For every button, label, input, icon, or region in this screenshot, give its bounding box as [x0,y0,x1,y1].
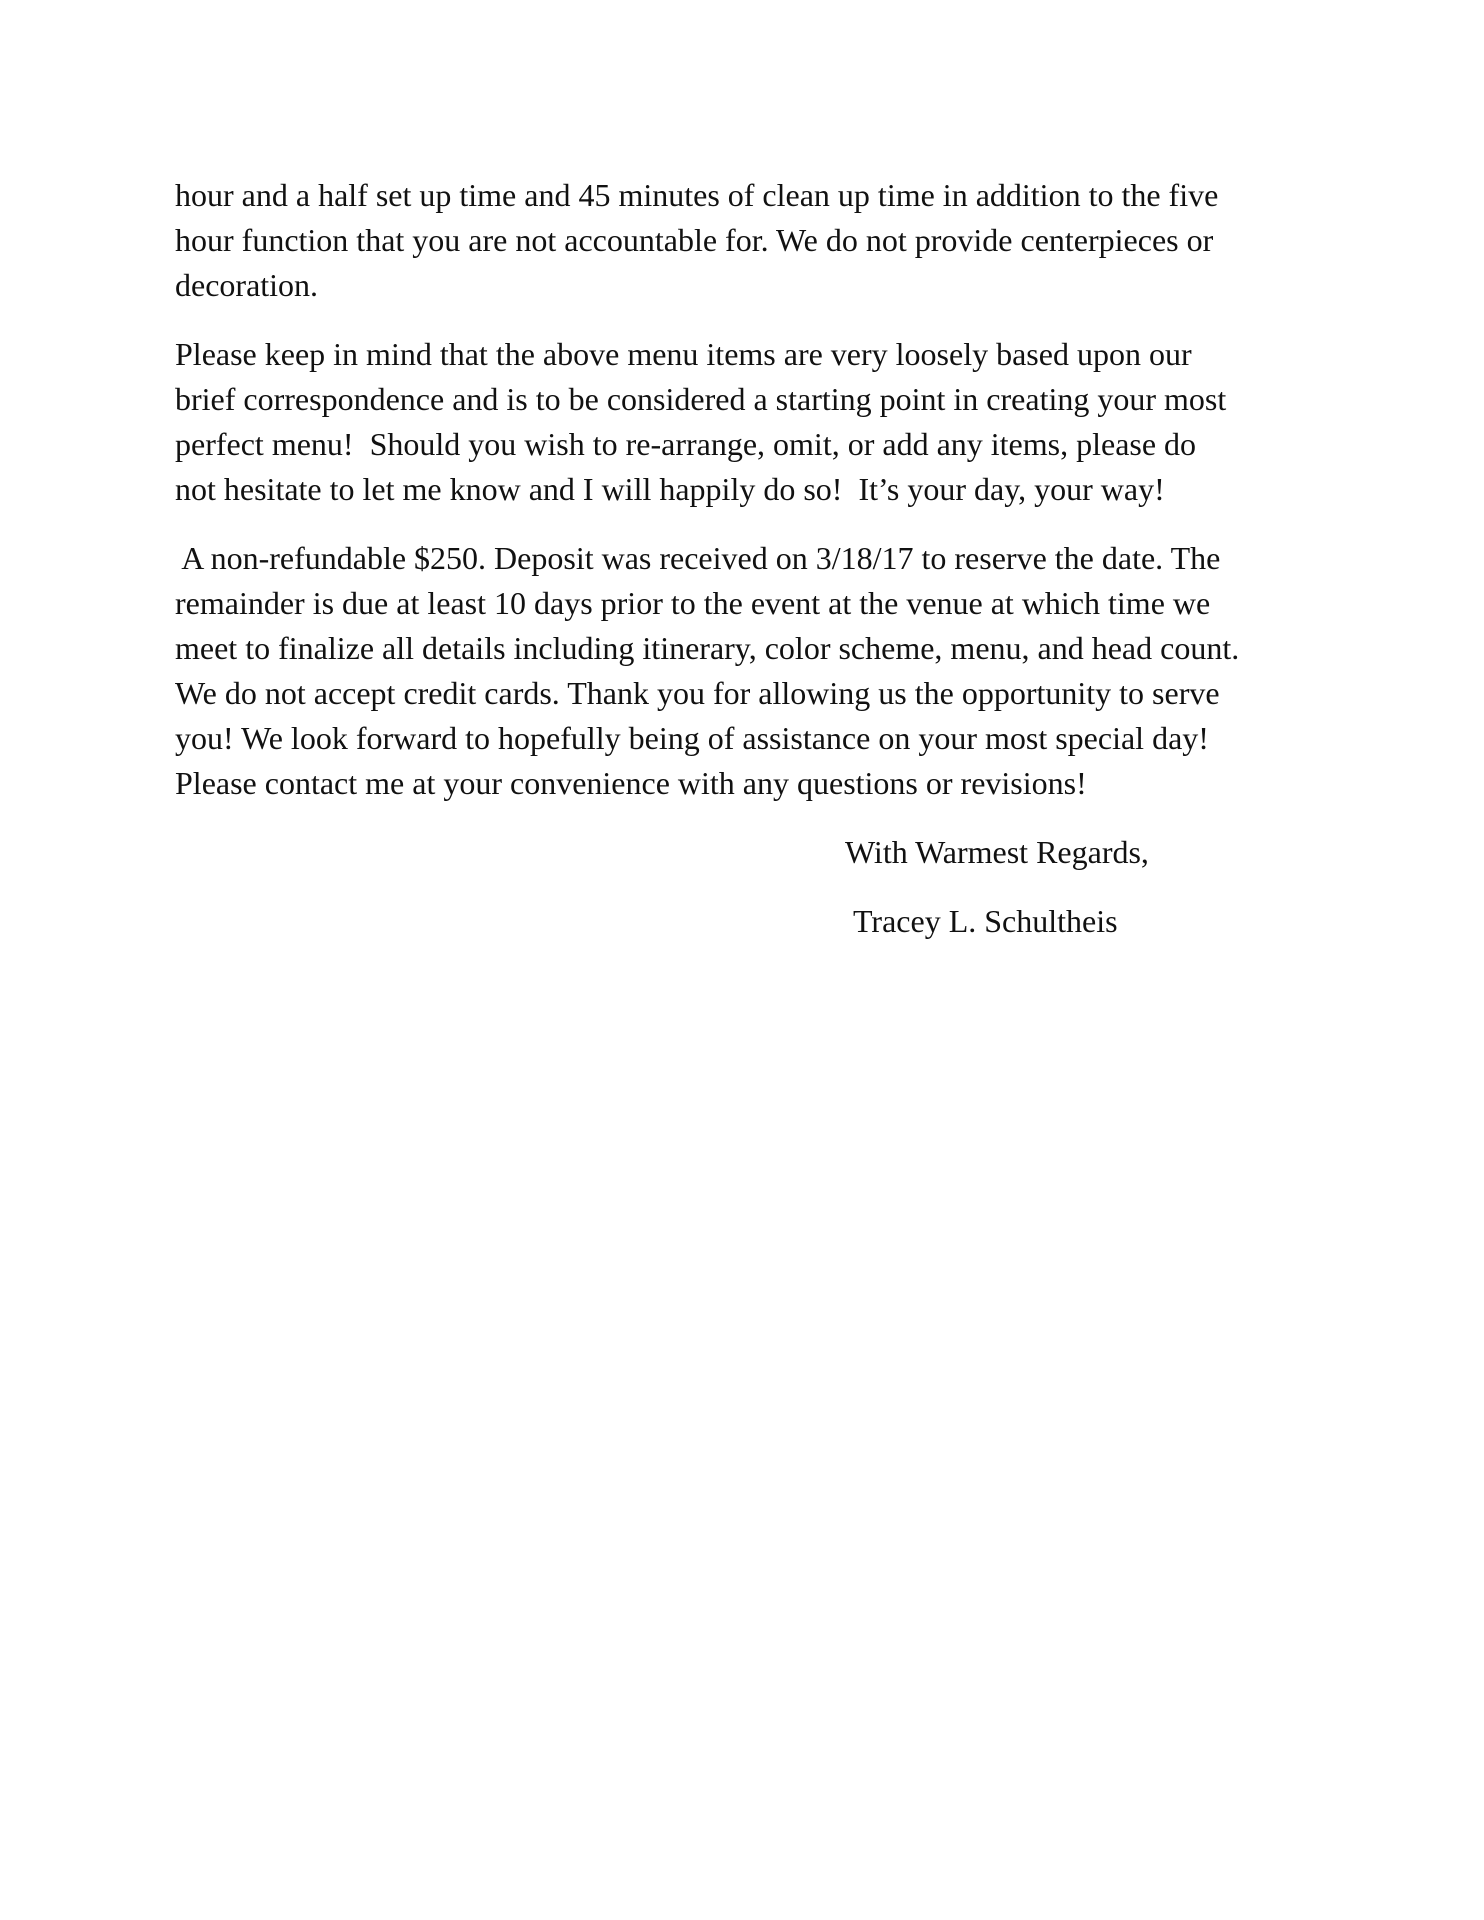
signature-name: Tracey L. Schultheis [853,903,1118,939]
letter-body [175,173,1335,830]
paragraph-menu-note [175,332,1335,512]
text-line: A non-refundable $250. Deposit was received on 3/18/17 to reserve the date. The [175,540,1221,576]
text-line: perfect menu! Should you wish to re-arrange, omit, or add any items, please do [175,426,1197,462]
paragraph-setup-time [175,173,1335,308]
text-line: remainder is due at least 10 days prior to the event at the venue at which time we [175,585,1211,621]
text-line: brief correspondence and is to be considered a starting point in creating your most [175,381,1227,417]
paragraph-deposit [175,536,1335,806]
text-line: not hesitate to let me know and I will happily do so! It’s your day, your way! [175,471,1165,507]
text-line: decoration. [175,267,319,303]
closing-line: With Warmest Regards, [845,834,1149,870]
text-line: hour and a half set up time and 45 minutes of clean up time in addition to the five [175,177,1219,213]
text-line: Please contact me at your convenience with any questions or revisions! [175,765,1087,801]
text-line: We do not accept credit cards. Thank you for allowing us the opportunity to serve [175,675,1220,711]
text-line: meet to finalize all details including itinerary, color scheme, menu, and head count. [175,630,1240,666]
text-line: you! We look forward to hopefully being of assistance on your most special day! [175,720,1209,756]
text-line: Please keep in mind that the above menu items are very loosely based upon our [175,336,1192,372]
text-line: hour function that you are not accountable for. We do not provide centerpieces or [175,222,1214,258]
